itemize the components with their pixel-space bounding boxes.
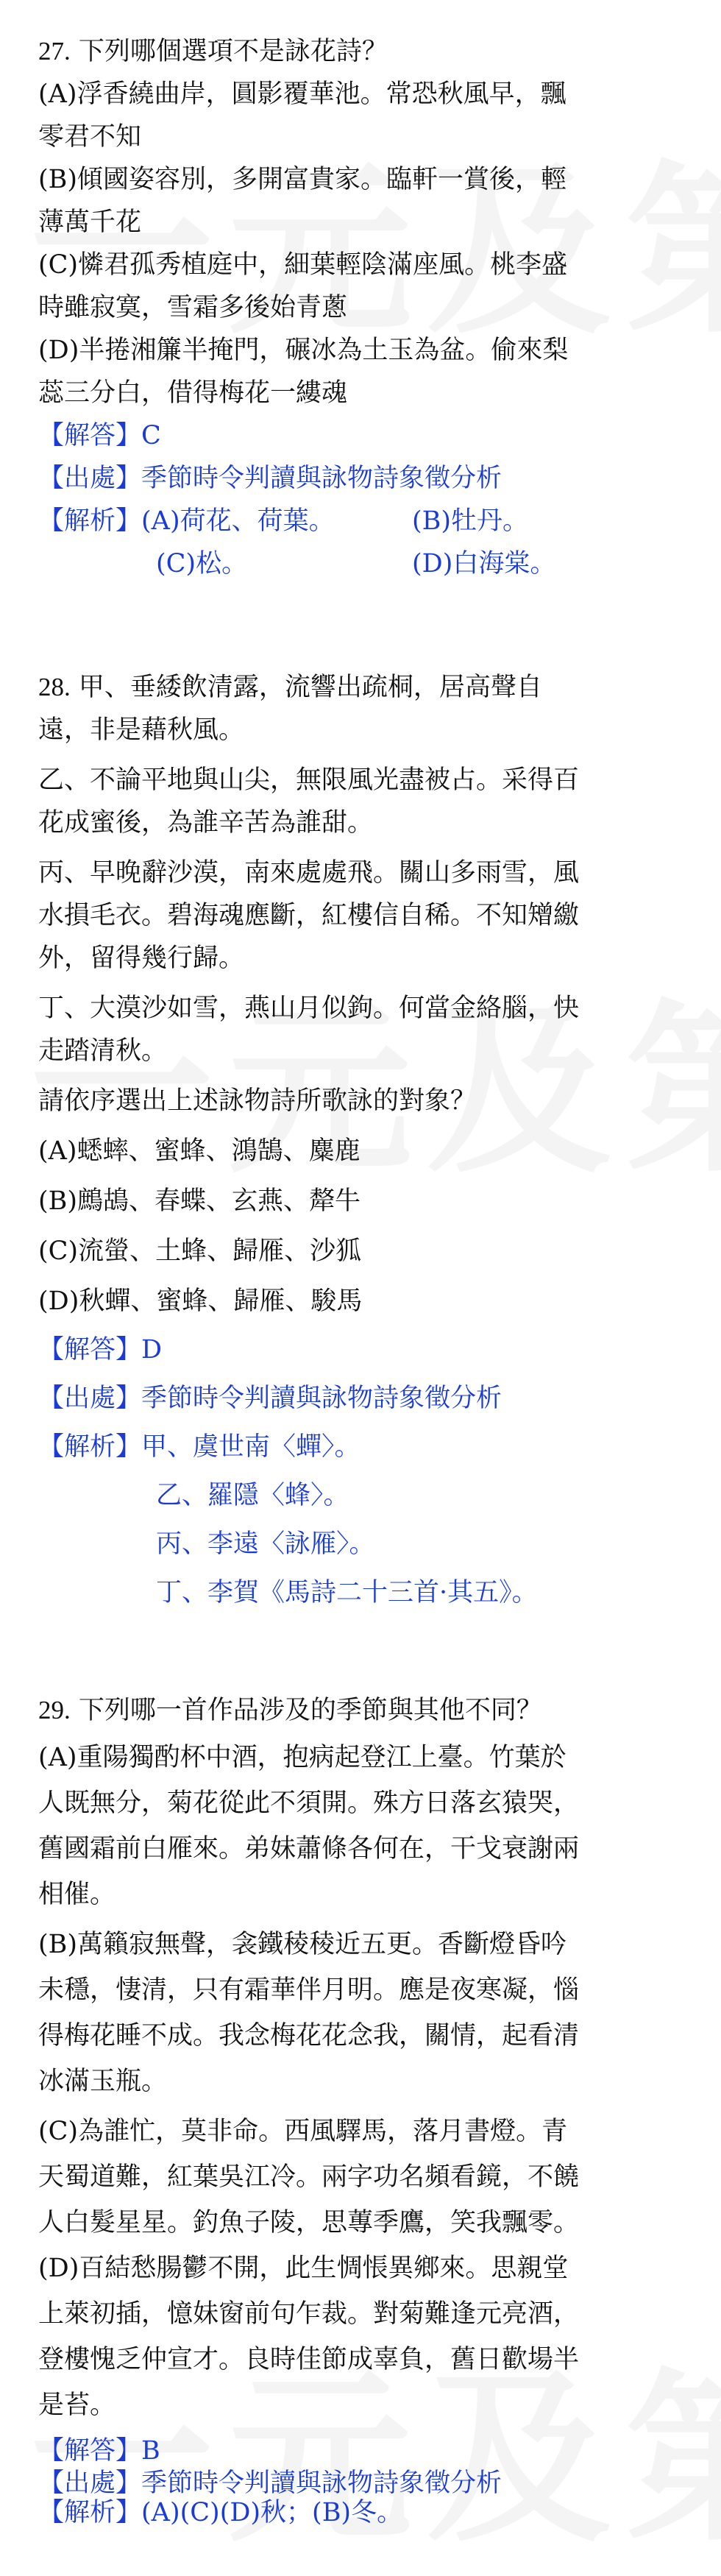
option-b: (B)鷓鴣、春蝶、玄燕、犛牛	[38, 1186, 361, 1216]
option-c-line: (C)為誰忙，莫非命。西風驛馬，落月書燈。青	[38, 2117, 568, 2146]
option-a-line: 相催。	[38, 1880, 116, 1909]
answer-label: 【解答】	[38, 2436, 142, 2466]
answer-line	[38, 2433, 700, 2469]
source-line	[38, 1381, 700, 1416]
source-label: 【出處】	[38, 2469, 142, 2498]
answer-value: C	[141, 421, 161, 450]
poem-line: 水損毛衣。碧海魂應斷，紅樓信自稀。不知矰繳	[38, 901, 580, 930]
analysis-item: (A)(C)(D)秋；(B)冬。	[141, 2498, 403, 2527]
question-prompt: 請依序選出上述詠物詩所歌詠的對象？	[38, 1086, 477, 1116]
option-a-line: (A)重陽獨酌杯中酒，抱病起登江上臺。竹葉於	[38, 1743, 566, 1772]
analysis-item: (C)松。	[156, 549, 248, 578]
question-29-stem	[38, 1693, 700, 1728]
poem-line: 花成蜜後，為誰辛苦為誰甜。	[38, 808, 374, 838]
poem-line: 甲、垂緌飲清露，流響出疏桐，居高聲自	[78, 673, 542, 702]
question-text: 下列哪一首作品涉及的季節與其他不同？	[78, 1696, 542, 1725]
poem-line: 丙、早晚辭沙漠，南來處處飛。關山多雨雪，風	[38, 858, 580, 888]
analysis-line	[38, 2495, 700, 2530]
option-b-line: (B)萬籟寂無聲，衾鐵稜稜近五更。香斷燈昏吟	[38, 1930, 567, 1959]
option-b-line: 未穩，悽清，只有霜華伴月明。應是夜寒凝，惱	[38, 1975, 580, 2005]
option-a-line: 人既無分，菊花從此不須開。殊方日落玄猿哭，	[38, 1788, 580, 1818]
option-b-line: (B)傾國姿容別，多開富貴家。臨軒一賞後，輕	[38, 165, 567, 194]
analysis-item: (B)牡丹。	[412, 506, 529, 536]
option-c-line: (C)憐君孤秀植庭中，細葉輕陰滿座風。桃李盛	[38, 250, 568, 280]
poem-line: 丁、大漠沙如雪，燕山月似鉤。何當金絡腦，快	[38, 994, 580, 1023]
poem-line: 走踏清秋。	[38, 1036, 168, 1066]
source-label: 【出處】	[38, 1384, 142, 1413]
analysis-label: 【解析】	[38, 2498, 142, 2527]
option-b-line: 薄萬千花	[38, 208, 142, 237]
option-d-line: 蕊三分白，借得梅花一縷魂	[38, 378, 348, 408]
option-a: (A)蟋蟀、蜜蜂、鴻鵠、麋鹿	[38, 1136, 360, 1166]
poem-line: 遠，非是藉秋風。	[38, 715, 245, 745]
option-b-line: 冰滿玉瓶。	[38, 2067, 168, 2096]
option-a-line: (A)浮香繞曲岸，圓影覆華池。常恐秋風早，飄	[38, 79, 566, 109]
option-c: (C)流螢、土蜂、歸雁、沙狐	[38, 1236, 362, 1266]
poem-line: 乙、不論平地與山尖，無限風光盡被占。采得百	[38, 765, 580, 795]
answer-label: 【解答】	[38, 1335, 142, 1365]
option-a-line: 零君不知	[38, 122, 142, 152]
option-d-line: (D)半捲湘簾半掩門，碾冰為土玉為盆。偷來梨	[38, 336, 569, 365]
option-d-line: 是苔。	[38, 2391, 116, 2420]
analysis-label: 【解析】	[38, 506, 142, 536]
analysis-label: 【解析】	[38, 1432, 142, 1462]
source-label: 【出處】	[38, 464, 142, 493]
option-c-line: 時雖寂寞，雪霜多後始青蔥	[38, 293, 348, 322]
option-a-line: 舊國霜前白雁來。弟妹蕭條各何在，干戈衰謝兩	[38, 1834, 580, 1864]
analysis-item: (A)荷花、荷葉。	[141, 506, 335, 536]
question-28-line	[38, 670, 700, 705]
question-number: 28.	[38, 673, 71, 701]
source-text: 季節時令判讀與詠物詩象徵分析	[141, 464, 502, 493]
analysis-item: 乙、羅隱〈蜂〉。	[156, 1481, 349, 1510]
source-line	[38, 461, 700, 496]
question-text: 下列哪個選項不是詠花詩？	[78, 37, 388, 66]
question-number: 29.	[38, 1696, 71, 1724]
analysis-item: 丙、李遠〈詠雁〉。	[156, 1529, 375, 1559]
option-d-line: (D)百結愁腸鬱不開，此生惆悵異鄉來。思親堂	[38, 2254, 569, 2283]
answer-label: 【解答】	[38, 421, 142, 450]
option-d-line: 登樓愧乏仲宣才。良時佳節成辜負，舊日歡場半	[38, 2345, 580, 2374]
source-text: 季節時令判讀與詠物詩象徵分析	[141, 2469, 502, 2498]
question-number: 27.	[38, 37, 71, 66]
analysis-item: 甲、虞世南〈蟬〉。	[141, 1432, 360, 1462]
option-b-line: 得梅花睡不成。我念梅花花念我，關情，起看清	[38, 2021, 580, 2050]
option-c-line: 人白髮星星。釣魚子陵，思蓴季鷹，笑我飄零。	[38, 2208, 580, 2237]
analysis-line	[38, 1429, 700, 1465]
question-27-stem	[38, 34, 700, 69]
option-d: (D)秋蟬、蜜蜂、歸雁、駿馬	[38, 1287, 363, 1316]
analysis-item: (D)白海棠。	[412, 549, 556, 578]
poem-line: 外，留得幾行歸。	[38, 944, 245, 973]
answer-line	[38, 1332, 700, 1367]
option-d-line: 上萊初插，憶妹窗前句乍裁。對菊難逢元亮酒，	[38, 2299, 580, 2329]
answer-value: D	[141, 1335, 163, 1365]
analysis-item: 丁、李賀《馬詩二十三首·其五》。	[156, 1578, 538, 1607]
answer-value: B	[141, 2436, 160, 2466]
source-text: 季節時令判讀與詠物詩象徵分析	[141, 1384, 502, 1413]
option-c-line: 天蜀道難，紅葉吳江冷。兩字功名頻看鏡，不饒	[38, 2162, 580, 2192]
answer-line	[38, 418, 700, 453]
